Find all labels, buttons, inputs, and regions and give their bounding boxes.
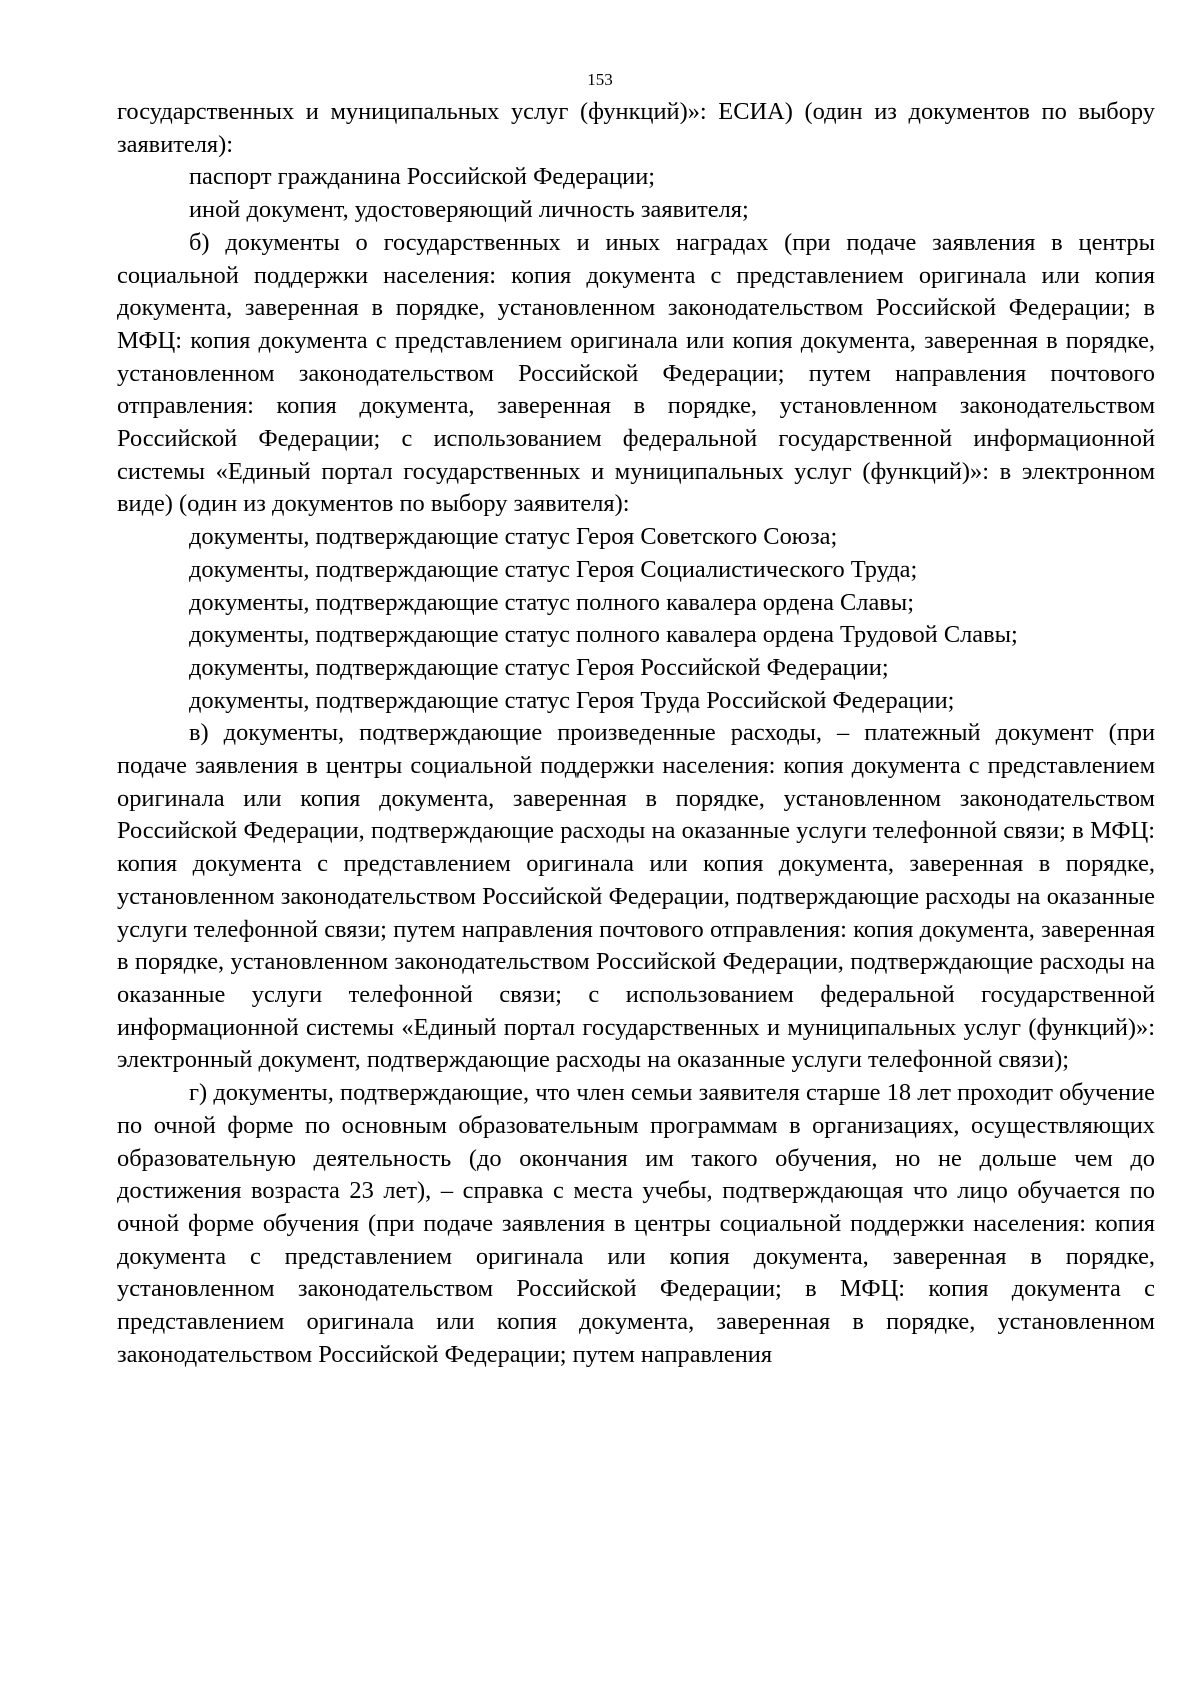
list-item-hero-socialist-labor: документы, подтверждающие статус Героя Социалистического Труда; <box>189 555 918 583</box>
paragraph-b-awards: б) документы о государственных и иных наградах (при подаче заявления в центры социальной поддержки населения: копия документа с представлением оригинала или копия документа, заверенная в порядке, установленном законодательством Российской Федерации; в МФЦ: копия документа с представлением оригинала или копия документа, заверенная в порядке, установленном законодательством Российской Федерации; путем направления почтового отправления: копия документа, заверенная в порядке, установленном законодательством Российской Федерации; с использованием федеральной государственной информационной системы «Единый портал государственных и муниципальных услуг (функций)»: в электронном виде) (один из документов по выбору заявителя): <box>117 228 1155 518</box>
list-item-hero-russia: документы, подтверждающие статус Героя Российской Федерации; <box>189 653 889 681</box>
paragraph-g-education: г) документы, подтверждающие, что член семьи заявителя старше 18 лет проходит обучение по очной форме по основным образовательным программам в организациях, осуществляющих образовательную деятельность (до окончания им такого обучения, но не дольше чем до достижения возраста 23 лет), – справка с места учебы, подтверждающая что лицо обучается по очной форме обучения (при подаче заявления в центры социальной поддержки населения: копия документа с представлением оригинала или копия документа, заверенная в порядке, установленном законодательством Российской Федерации; в МФЦ: копия документа с представлением оригинала или копия документа, заверенная в порядке, установленном законодательством Российской Федерации; путем направления <box>117 1079 1155 1368</box>
list-item-order-of-glory: документы, подтверждающие статус полного кавалера ордена Славы; <box>189 588 914 616</box>
list-item-other-id: иной документ, удостоверяющий личность заявителя; <box>189 196 749 224</box>
paragraph-esia-continuation: государственных и муниципальных услуг (функций)»: ЕСИА) (один из документов по выбору заявителя): <box>117 98 1155 158</box>
document-body <box>117 96 1155 1371</box>
list-item-order-of-labor-glory: документы, подтверждающие статус полного кавалера ордена Трудовой Славы; <box>189 621 1018 649</box>
list-item-passport: паспорт гражданина Российской Федерации; <box>189 163 656 191</box>
list-item-hero-labor-russia: документы, подтверждающие статус Героя Труда Российской Федерации; <box>189 686 955 714</box>
paragraph-v-expenses: в) документы, подтверждающие произведенные расходы, – платежный документ (при подаче заявления в центры социальной поддержки населения: копия документа с представлением оригинала или копия документа, заверенная в порядке, установленном законодательством Российской Федерации, подтверждающие расходы на оказанные услуги телефонной связи; в МФЦ: копия документа с представлением оригинала или копия документа, заверенная в порядке, установленном законодательством Российской Федерации, подтверждающие расходы на оказанные услуги телефонной связи; путем направления почтового отправления: копия документа, заверенная в порядке, установленном законодательством Российской Федерации, подтверждающие расходы на оказанные услуги телефонной связи; с использованием федеральной государственной информационной системы «Единый портал государственных и муниципальных услуг (функций)»: электронный документ, подтверждающие расходы на оказанные услуги телефонной связи); <box>117 719 1155 1074</box>
page-number: 153 <box>587 70 613 89</box>
list-item-hero-ussr: документы, подтверждающие статус Героя Советского Союза; <box>189 523 838 551</box>
